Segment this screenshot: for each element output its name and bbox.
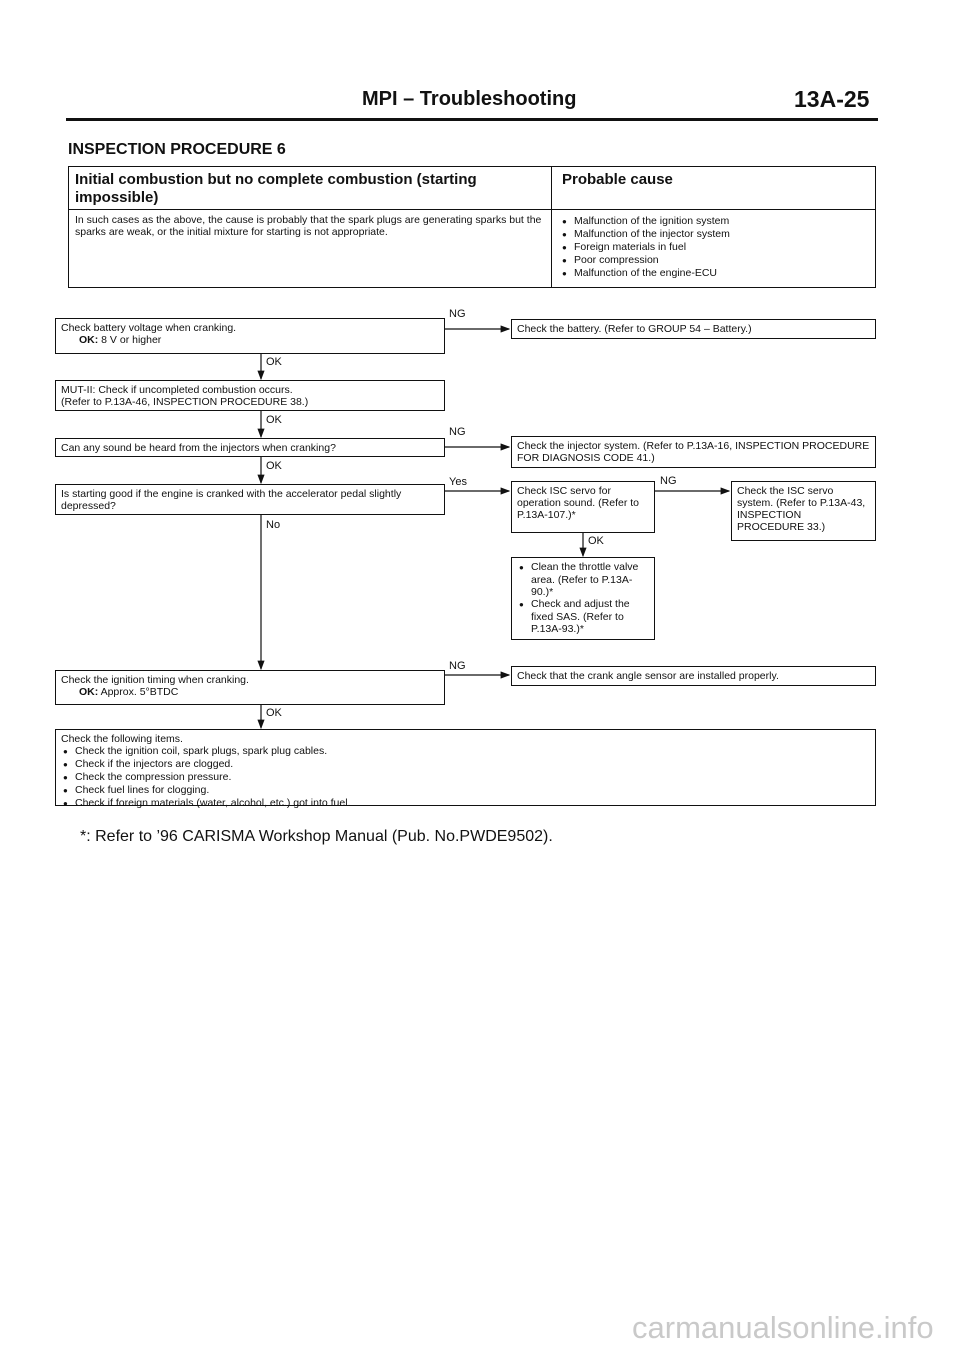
watermark: carmanualsonline.info (632, 1310, 934, 1345)
step1-ok-label: OK: (79, 334, 99, 346)
step2-box (55, 380, 445, 411)
step5-ok-value: Approx. 5°BTDC (100, 686, 179, 698)
step1-ng-box (511, 319, 876, 339)
symptom-heading: Initial combustion but no complete combustion (starting impossible) (75, 171, 477, 206)
label-ok: OK (266, 707, 282, 719)
step5-text: Check the ignition timing when cranking. (61, 674, 249, 686)
step5-box (55, 670, 445, 705)
cause-item: ● Malfunction of the injector system (560, 228, 867, 241)
step1-text: Check battery voltage when cranking. (61, 322, 237, 334)
final-check-box (55, 729, 876, 809)
step1-ng-text: Check the battery. (Refer to GROUP 54 – Battery.) (517, 323, 752, 335)
step5-ok-label: OK: (79, 686, 99, 698)
final-item: ● Check the compression pressure. (61, 771, 870, 784)
step4-box (55, 484, 445, 515)
page-number: 13A-25 (794, 86, 870, 112)
footnote: *: Refer to ’96 CARISMA Workshop Manual (Pub. No.PWDE9502). (80, 828, 553, 845)
throttle-box (511, 557, 655, 640)
final-item: ● Check fuel lines for clogging. (61, 784, 870, 797)
label-ok: OK (266, 356, 282, 368)
label-ng: NG (449, 308, 466, 320)
label-yes: Yes (449, 476, 467, 488)
step2-line1: MUT-II: Check if uncompleted combustion occurs. (61, 384, 293, 396)
throttle-item: ● Check and adjust the fixed SAS. (Refer to P.13A-93.)* (517, 598, 649, 635)
final-item: ● Check if the injectors are clogged. (61, 758, 870, 771)
final-heading: Check the following items. (61, 733, 183, 745)
label-no: No (266, 519, 281, 531)
final-item: ● Check the ignition coil, spark plugs, spark plug cables. (61, 745, 870, 758)
label-ng: NG (449, 426, 466, 438)
step3-ng-box (511, 436, 876, 468)
label-ok: OK (588, 535, 604, 547)
step4-text: Is starting good if the engine is cranked with the accelerator pedal slightly depressed? (61, 488, 402, 512)
step3-box (55, 438, 445, 457)
isc-ng-text: Check the ISC servo system. (Refer to P.13A-43, INSPECTION PROCEDURE 33.) (737, 485, 866, 533)
cause-item: ● Foreign materials in fuel (560, 241, 867, 254)
procedure-title: INSPECTION PROCEDURE 6 (68, 141, 286, 158)
description-text: In such cases as the above, the cause is probably that the spark plugs are generating sparks but the sparks are weak, or the initial mixture for starting is not appropriate. (75, 214, 542, 238)
label-ok: OK (266, 460, 282, 472)
step2-line2: (Refer to P.13A-46, INSPECTION PROCEDURE 38.) (61, 396, 309, 408)
page-title: MPI – Troubleshooting (362, 88, 577, 110)
step1-ok-value: 8 V or higher (101, 334, 162, 346)
label-ng: NG (660, 475, 677, 487)
label-ng: NG (449, 660, 466, 672)
step3-ng-text: Check the injector system. (Refer to P.13A-16, INSPECTION PROCEDURE FOR DIAGNOSIS CODE 41.) (517, 440, 870, 464)
cause-item: ● Poor compression (560, 254, 867, 267)
isc-check-box (511, 481, 655, 533)
final-item: ● Check if foreign materials (water, alcohol, etc.) got into fuel. (61, 797, 870, 810)
isc-check-text: Check ISC servo for operation sound. (Refer to P.13A-107.)* (517, 485, 639, 521)
step5-ng-text: Check that the crank angle sensor are installed properly. (517, 670, 779, 682)
cause-heading: Probable cause (562, 171, 673, 188)
step1-box (55, 318, 445, 354)
throttle-item: ● Clean the throttle valve area. (Refer to P.13A-90.)* (517, 561, 649, 598)
step5-ng-box (511, 666, 876, 686)
step3-text: Can any sound be heard from the injectors when cranking? (61, 442, 336, 454)
cause-item: ● Malfunction of the ignition system (560, 215, 867, 228)
label-ok: OK (266, 414, 282, 426)
cause-item: ● Malfunction of the engine-ECU (560, 267, 867, 280)
isc-ng-box (731, 481, 876, 541)
